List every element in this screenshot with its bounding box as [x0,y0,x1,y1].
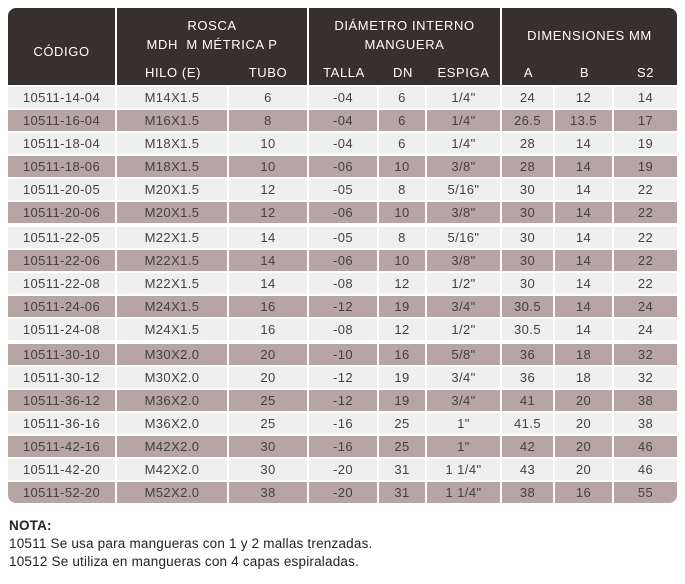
cell-codigo: 10511-30-12 [8,367,115,388]
cell-tubo: 25 [229,390,307,411]
cell-tubo: 16 [229,296,307,317]
table-body [8,87,677,503]
cell-b: 14 [555,273,612,294]
cell-b: 14 [555,227,612,248]
cell-dn: 12 [379,319,425,340]
cell-dn: 19 [379,390,425,411]
table-row [8,202,677,223]
cell-dn: 19 [379,296,425,317]
cell-espiga: 5/16" [427,179,500,200]
note-line-1: 10511 Se usa para mangueras con 1 y 2 mallas trenzadas. [9,536,373,551]
table-row [8,413,677,434]
cell-codigo: 10511-22-05 [8,227,115,248]
table-row [8,367,677,388]
cell-espiga: 3/4" [427,390,500,411]
rosca-title-line2: MDH M MÉTRICA P [146,37,278,52]
cell-s2: 17 [614,110,677,131]
cell-dn: 6 [379,110,425,131]
cell-talla: -12 [309,367,377,388]
cell-tubo: 20 [229,367,307,388]
cell-s2: 55 [614,482,677,503]
cell-s2: 46 [614,436,677,457]
cell-dn: 6 [379,87,425,108]
cell-s2: 22 [614,250,677,271]
cell-codigo: 10511-20-06 [8,202,115,223]
table-row [8,459,677,480]
cell-dn: 16 [379,344,425,365]
cell-codigo: 10511-20-05 [8,179,115,200]
cell-hilo: M20X1.5 [117,179,227,200]
cell-hilo: M36X2.0 [117,390,227,411]
cell-a: 30 [502,227,553,248]
cell-b: 14 [555,133,612,154]
table-row [8,179,677,200]
cell-hilo: M24X1.5 [117,296,227,317]
cell-hilo: M24X1.5 [117,319,227,340]
cell-hilo: M18X1.5 [117,133,227,154]
cell-espiga: 3/4" [427,296,500,317]
cell-espiga: 1" [427,436,500,457]
cell-tubo: 20 [229,344,307,365]
table-row [8,344,677,365]
cell-tubo: 12 [229,179,307,200]
cell-a: 36 [502,367,553,388]
table-row [8,133,677,154]
cell-codigo: 10511-24-08 [8,319,115,340]
cell-codigo: 10511-22-06 [8,250,115,271]
header-group-rosca [117,8,307,85]
cell-tubo: 12 [229,202,307,223]
cell-a: 30 [502,179,553,200]
cell-espiga: 1 1/4" [427,482,500,503]
cell-s2: 14 [614,87,677,108]
cell-b: 20 [555,436,612,457]
cell-s2: 32 [614,344,677,365]
header-subrow-diametro [309,60,500,85]
cell-b: 14 [555,202,612,223]
cell-a: 30.5 [502,296,553,317]
cell-a: 28 [502,156,553,177]
cell-talla: -08 [309,319,377,340]
table-row [8,296,677,317]
cell-tubo: 10 [229,156,307,177]
cell-a: 41 [502,390,553,411]
table-row [8,87,677,108]
cell-tubo: 38 [229,482,307,503]
cell-a: 43 [502,459,553,480]
cell-talla: -04 [309,133,377,154]
cell-codigo: 10511-42-20 [8,459,115,480]
cell-s2: 24 [614,296,677,317]
cell-espiga: 3/8" [427,250,500,271]
cell-dn: 10 [379,202,425,223]
cell-espiga: 1/2" [427,319,500,340]
cell-dn: 6 [379,133,425,154]
cell-talla: -05 [309,227,377,248]
col-header-a: A [523,65,534,80]
table-row [8,482,677,503]
cell-dn: 19 [379,367,425,388]
cell-a: 28 [502,133,553,154]
cell-espiga: 1/4" [427,87,500,108]
cell-espiga: 5/16" [427,227,500,248]
header-subrow-dimensiones [502,60,677,85]
table-row [8,273,677,294]
cell-hilo: M30X2.0 [117,344,227,365]
col-header-b: B [579,65,590,80]
cell-s2: 22 [614,179,677,200]
rosca-title-line1: ROSCA [187,18,237,34]
cell-espiga: 1/4" [427,133,500,154]
cell-b: 16 [555,482,612,503]
table-row [8,390,677,411]
cell-dn: 8 [379,227,425,248]
cell-codigo: 10511-18-04 [8,133,115,154]
cell-talla: -12 [309,296,377,317]
cell-a: 24 [502,87,553,108]
cell-talla: -05 [309,179,377,200]
cell-talla: -08 [309,273,377,294]
cell-espiga: 5/8" [427,344,500,365]
cell-dn: 25 [379,413,425,434]
cell-b: 14 [555,179,612,200]
cell-s2: 22 [614,273,677,294]
cell-hilo: M30X2.0 [117,367,227,388]
cell-s2: 22 [614,227,677,248]
cell-talla: -06 [309,156,377,177]
cell-codigo: 10511-30-10 [8,344,115,365]
cell-hilo: M42X2.0 [117,459,227,480]
cell-a: 30.5 [502,319,553,340]
cell-talla: -04 [309,87,377,108]
cell-a: 30 [502,202,553,223]
table-row [8,250,677,271]
cell-espiga: 3/8" [427,202,500,223]
cell-dn: 10 [379,156,425,177]
cell-talla: -06 [309,250,377,271]
cell-tubo: 14 [229,273,307,294]
cell-espiga: 3/4" [427,367,500,388]
col-header-dn: DN [393,65,413,80]
header-group-diametro-title [309,8,500,60]
header-codigo [8,8,115,85]
cell-b: 20 [555,459,612,480]
dimensiones-title-line1: DIMENSIONES MM [527,27,652,43]
cell-b: 12 [555,87,612,108]
header-subrow-rosca [117,60,307,85]
cell-s2: 22 [614,202,677,223]
cell-s2: 32 [614,367,677,388]
cell-talla: -16 [309,436,377,457]
col-header-s2: S2 [636,65,655,80]
cell-tubo: 14 [229,250,307,271]
diametro-title-line1: DIÁMETRO INTERNO [334,18,475,34]
cell-hilo: M36X2.0 [117,413,227,434]
cell-a: 26.5 [502,110,553,131]
diametro-title-line2: MANGUERA [364,37,445,52]
cell-codigo: 10511-16-04 [8,110,115,131]
cell-a: 30 [502,273,553,294]
cell-tubo: 25 [229,413,307,434]
cell-talla: -12 [309,390,377,411]
cell-b: 13.5 [555,110,612,131]
cell-codigo: 10511-36-12 [8,390,115,411]
cell-tubo: 10 [229,133,307,154]
cell-codigo: 10511-22-08 [8,273,115,294]
table-row [8,227,677,248]
cell-tubo: 30 [229,436,307,457]
header-group-dimensiones [502,8,677,85]
cell-codigo: 10511-52-20 [8,482,115,503]
cell-hilo: M42X2.0 [117,436,227,457]
cell-b: 14 [555,296,612,317]
table-header [8,8,677,85]
cell-s2: 38 [614,390,677,411]
cell-tubo: 14 [229,227,307,248]
cell-b: 20 [555,390,612,411]
cell-talla: -04 [309,110,377,131]
cell-b: 14 [555,250,612,271]
col-header-espiga: ESPIGA [437,65,490,80]
cell-s2: 38 [614,413,677,434]
header-group-dimensiones-title [502,8,677,60]
cell-talla: -06 [309,202,377,223]
cell-espiga: 3/8" [427,156,500,177]
cell-talla: -10 [309,344,377,365]
cell-codigo: 10511-36-16 [8,413,115,434]
cell-hilo: M20X1.5 [117,202,227,223]
cell-hilo: M14X1.5 [117,87,227,108]
cell-b: 18 [555,344,612,365]
col-header-talla: TALLA [323,65,365,80]
cell-dn: 31 [379,459,425,480]
cell-talla: -20 [309,459,377,480]
cell-hilo: M22X1.5 [117,250,227,271]
table-row [8,156,677,177]
cell-dn: 12 [379,273,425,294]
cell-a: 30 [502,250,553,271]
cell-hilo: M52X2.0 [117,482,227,503]
header-group-rosca-title [117,8,307,60]
cell-talla: -20 [309,482,377,503]
cell-b: 14 [555,319,612,340]
cell-hilo: M22X1.5 [117,273,227,294]
cell-a: 41.5 [502,413,553,434]
cell-tubo: 16 [229,319,307,340]
cell-b: 20 [555,413,612,434]
cell-dn: 25 [379,436,425,457]
cell-codigo: 10511-14-04 [8,87,115,108]
note-line-2: 10512 Se utiliza en mangueras con 4 capas espiraladas. [9,554,360,569]
cell-dn: 8 [379,179,425,200]
cell-s2: 24 [614,319,677,340]
note-title: NOTA: [9,518,52,533]
cell-codigo: 10511-24-06 [8,296,115,317]
cell-hilo: M22X1.5 [117,227,227,248]
cell-s2: 19 [614,133,677,154]
cell-tubo: 6 [229,87,307,108]
cell-codigo: 10511-42-16 [8,436,115,457]
table-row [8,110,677,131]
cell-b: 14 [555,156,612,177]
header-group-diametro [309,8,500,85]
cell-dn: 10 [379,250,425,271]
cell-b: 18 [555,367,612,388]
cell-talla: -16 [309,413,377,434]
header-codigo-label: CÓDIGO [33,44,90,59]
cell-tubo: 8 [229,110,307,131]
cell-tubo: 30 [229,459,307,480]
cell-codigo: 10511-18-06 [8,156,115,177]
col-header-tubo: TUBO [248,65,288,80]
cell-hilo: M16X1.5 [117,110,227,131]
cell-dn: 31 [379,482,425,503]
cell-hilo: M18X1.5 [117,156,227,177]
cell-espiga: 1 1/4" [427,459,500,480]
cell-s2: 46 [614,459,677,480]
cell-a: 38 [502,482,553,503]
table-row [8,319,677,340]
cell-s2: 19 [614,156,677,177]
cell-a: 36 [502,344,553,365]
cell-espiga: 1" [427,413,500,434]
cell-espiga: 1/4" [427,110,500,131]
table-row [8,436,677,457]
col-header-hilo: HILO (E) [144,65,202,80]
cell-espiga: 1/2" [427,273,500,294]
cell-a: 42 [502,436,553,457]
note-section [9,517,677,571]
